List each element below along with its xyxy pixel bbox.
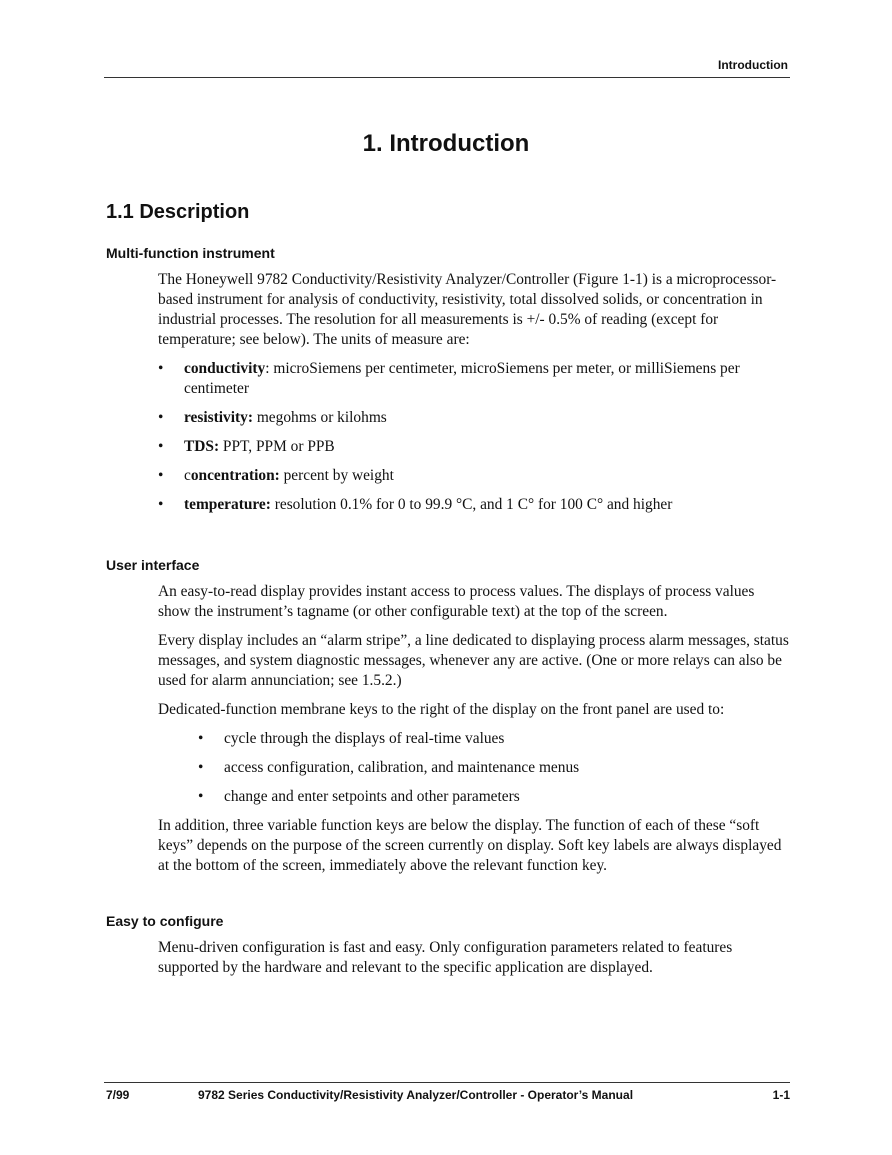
multi-function-paragraph: The Honeywell 9782 Conductivity/Resistivity Analyzer/Controller (Figure 1-1) is a microprocessor-based instrument for analysis of conductivity, resistivity, total dissolved solids, or concentration in industrial processes. The resolution for all measurements is +/- 0.5% of reading (except for temperature; see below). The units of measure are: <box>158 271 777 348</box>
section-title: 1.1 Description <box>106 201 250 223</box>
subheading-user-interface: User interface <box>106 557 200 573</box>
term: oncentration: <box>190 467 280 484</box>
term: temperature: <box>184 496 271 513</box>
bullet-icon: • <box>158 360 164 377</box>
user-interface-paragraph-2: Every display includes an “alarm stripe”, a line dedicated to displaying process alarm messages, status messages, and system diagnostic messages, whenever any are active. (One or more relays can also be used for alarm annunciation; see 1.5.2.) <box>158 632 789 689</box>
term-text: PPT, PPM or PPB <box>219 438 335 455</box>
list-item <box>158 359 790 399</box>
user-interface-paragraph-3: Dedicated-function membrane keys to the right of the display on the front panel are used to: <box>158 701 725 718</box>
bullet-icon: • <box>198 730 204 747</box>
running-header: Introduction <box>718 58 788 72</box>
easy-configure-section <box>158 938 790 987</box>
list-item-text: access configuration, calibration, and maintenance menus <box>224 759 580 776</box>
list-item <box>158 437 790 457</box>
header-divider <box>104 77 790 78</box>
bullet-icon: • <box>158 467 164 484</box>
term-text: megohms or kilohms <box>252 409 387 426</box>
bullet-icon: • <box>198 788 204 805</box>
list-item <box>158 466 790 486</box>
list-item <box>158 495 790 515</box>
user-interface-section <box>158 582 790 885</box>
subheading-multi-function: Multi-function instrument <box>106 245 275 261</box>
term-text: resolution 0.1% for 0 to 99.9 °C, and 1 C° for 100 C° and higher <box>270 496 673 513</box>
term: conductivity <box>184 360 266 377</box>
term: TDS: <box>184 438 220 455</box>
bullet-icon: • <box>158 496 164 513</box>
term-text: : microSiemens per centimeter, microSiemens per meter, or milliSiemens per centimeter <box>184 360 740 397</box>
list-item-text: cycle through the displays of real-time values <box>224 730 505 747</box>
list-item-text: change and enter setpoints and other parameters <box>224 788 520 805</box>
footer-divider <box>104 1082 790 1083</box>
multi-function-section <box>158 270 790 524</box>
bullet-icon: • <box>198 759 204 776</box>
footer-title: 9782 Series Conductivity/Resistivity Analyzer/Controller - Operator’s Manual <box>198 1088 634 1102</box>
footer-date: 7/99 <box>106 1088 130 1102</box>
list-item <box>198 787 790 807</box>
bullet-icon: • <box>158 409 164 426</box>
term-text: percent by weight <box>279 467 394 484</box>
user-interface-paragraph-4: In addition, three variable function keys are below the display. The function of each of these “soft keys” depends on the purpose of the screen currently on display. Soft key labels are always displayed at the bottom of the screen, immediately above the relevant function key. <box>158 817 782 874</box>
user-interface-paragraph-1: An easy-to-read display provides instant access to process values. The displays of process values show the instrument’s tagname (or other configurable text) at the top of the screen. <box>158 583 755 620</box>
bullet-icon: • <box>158 438 164 455</box>
list-item <box>158 408 790 428</box>
term: resistivity: <box>184 409 253 426</box>
easy-configure-paragraph: Menu-driven configuration is fast and easy. Only configuration parameters related to features supported by the hardware and relevant to the specific application are displayed. <box>158 939 733 976</box>
page-number: 1-1 <box>772 1088 790 1102</box>
term-prefix: c <box>184 467 191 484</box>
keys-list <box>158 729 790 807</box>
list-item <box>198 758 790 778</box>
subheading-easy-to-configure: Easy to configure <box>106 913 224 929</box>
list-item <box>198 729 790 749</box>
chapter-title: 1. Introduction <box>362 130 530 157</box>
units-list <box>158 359 790 515</box>
